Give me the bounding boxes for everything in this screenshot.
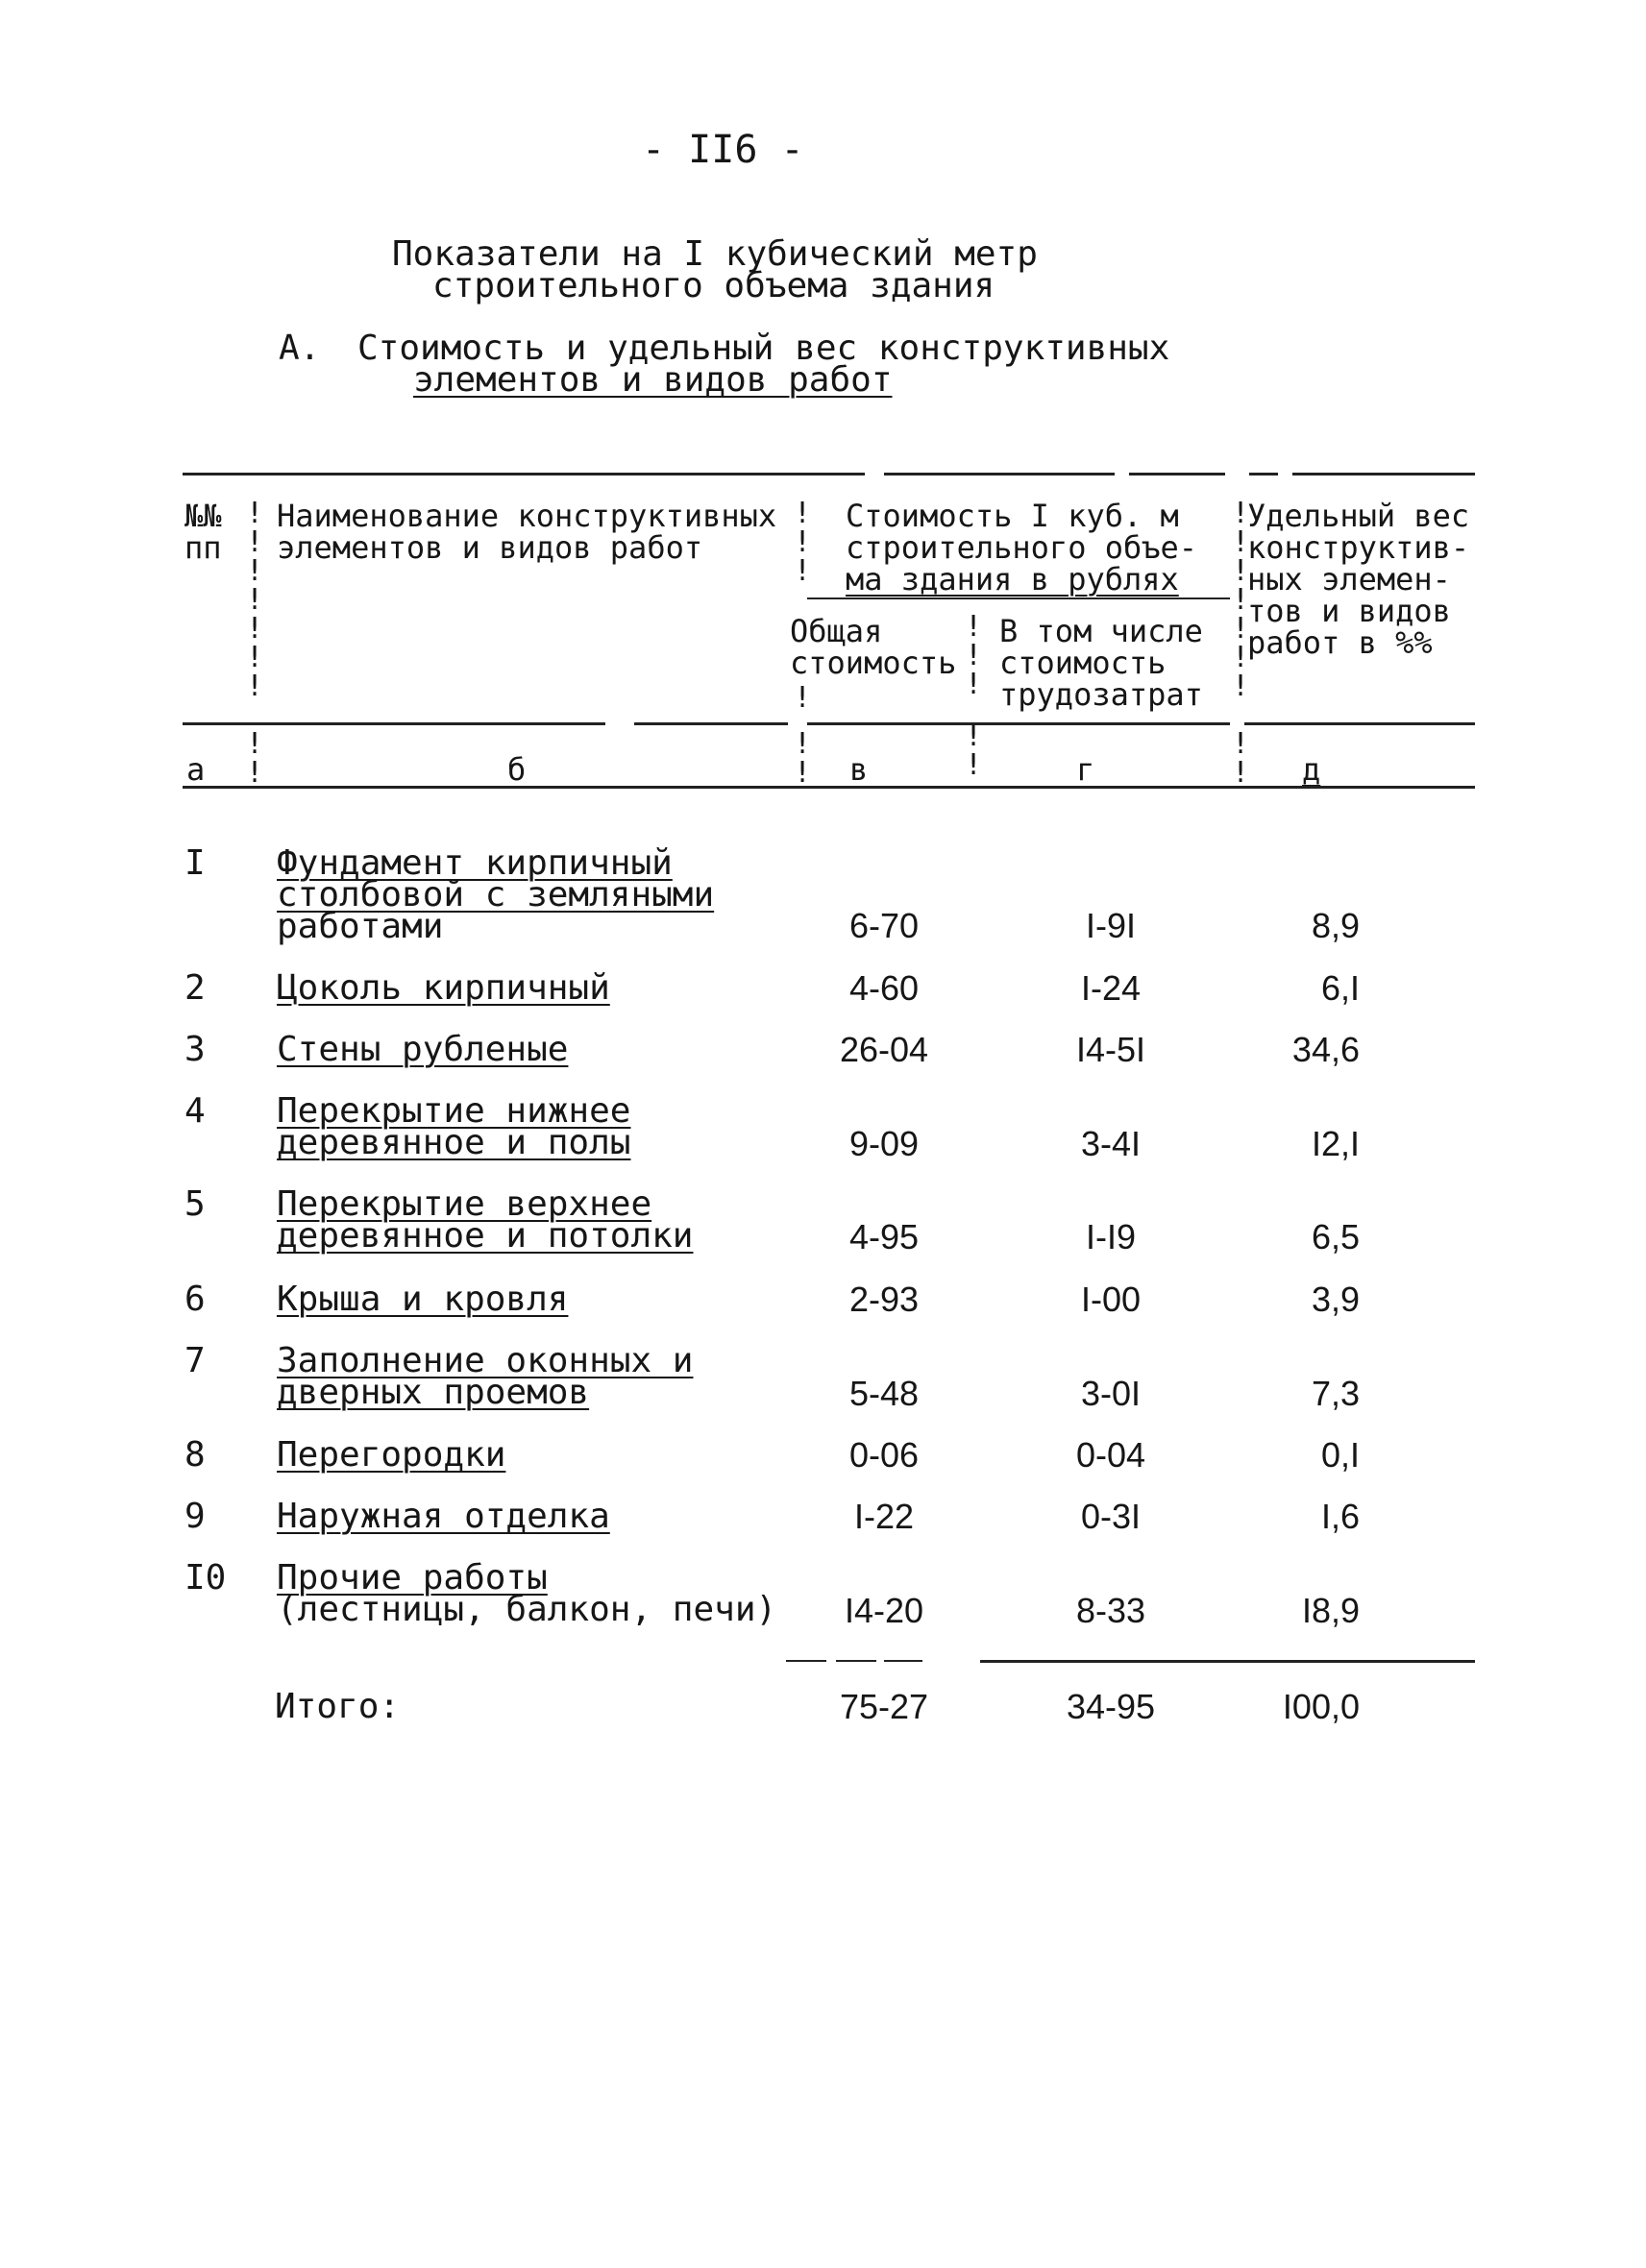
row-8-no: 8 xyxy=(184,1435,206,1475)
row-6-share: 3,9 xyxy=(1311,1280,1360,1319)
row-9-share: I,6 xyxy=(1320,1497,1360,1536)
header-share-line-2: конструктив- xyxy=(1247,529,1470,566)
column-letter-g: г xyxy=(1076,751,1095,788)
column-letter-v: в xyxy=(849,751,869,788)
column-letter-d: д xyxy=(1302,751,1321,788)
header-share-line-5: работ в %% xyxy=(1247,624,1433,661)
row-5-no: 5 xyxy=(184,1184,206,1224)
totals-labor: 34-95 xyxy=(1066,1687,1156,1726)
row-10-labor: 8-33 xyxy=(1075,1591,1146,1630)
row-9-name-line-1: Наружная отделка xyxy=(277,1497,610,1536)
header-no-line-2: пп xyxy=(184,529,222,566)
header-name-line-1: Наименование конструктивных xyxy=(277,498,777,534)
row-10-no: I0 xyxy=(184,1558,227,1597)
row-5-labor: I-I9 xyxy=(1085,1217,1136,1256)
row-1-name-line-3: работами xyxy=(277,907,444,946)
column-letter-a: а xyxy=(186,751,206,788)
row-2-total: 4-60 xyxy=(848,968,920,1008)
page-number: - II6 - xyxy=(642,128,804,172)
column-separator: ! ! ! xyxy=(794,497,812,588)
row-4-name-line-1: Перекрытие нижнее xyxy=(277,1091,631,1131)
header-cost-group-rule xyxy=(807,597,1230,599)
title-line-2: строительного объема здания xyxy=(432,266,995,305)
column-separator: ! ! xyxy=(1232,727,1250,790)
title-line-1: Показатели на I кубический метр xyxy=(392,234,1038,274)
row-8-share: 0,I xyxy=(1320,1435,1360,1475)
row-8-name-line-1: Перегородки xyxy=(277,1435,506,1475)
totals-rule xyxy=(836,1660,876,1662)
row-7-total: 5-48 xyxy=(848,1374,920,1413)
column-letters-rule xyxy=(183,786,1475,789)
column-separator: ! ! ! xyxy=(965,610,983,701)
header-share-line-3: ных элемен- xyxy=(1247,561,1451,597)
section-prefix: А. xyxy=(279,329,321,368)
row-6-total: 2-93 xyxy=(848,1280,920,1319)
row-3-labor: I4-5I xyxy=(1075,1030,1146,1069)
header-total-line-2: стоимость xyxy=(790,645,957,681)
row-3-no: 3 xyxy=(184,1030,206,1069)
row-4-no: 4 xyxy=(184,1091,206,1131)
column-separator: ! ! ! ! ! ! ! xyxy=(246,497,264,703)
row-8-total: 0-06 xyxy=(848,1435,920,1475)
totals-share: I00,0 xyxy=(1282,1687,1360,1726)
table-top-rule xyxy=(884,473,1115,476)
row-4-name-line-2: деревянное и полы xyxy=(277,1123,631,1162)
header-bottom-rule xyxy=(183,722,605,725)
row-1-no: I xyxy=(184,843,206,883)
table-top-rule xyxy=(1292,473,1475,476)
row-1-share: 8,9 xyxy=(1311,906,1360,945)
row-10-total: I4-20 xyxy=(844,1591,924,1630)
section-title-line-2: элементов и видов работ xyxy=(413,360,893,400)
header-share-line-1: Удельный вес xyxy=(1247,498,1470,534)
row-4-share: I2,I xyxy=(1311,1124,1360,1163)
row-9-total: I-22 xyxy=(853,1497,915,1536)
header-cost-line-1: Стоимость I куб. м xyxy=(846,498,1179,534)
header-labor-line-2: стоимость xyxy=(999,645,1167,681)
row-10-name-line-1: Прочие работы xyxy=(277,1558,548,1597)
row-8-labor: 0-04 xyxy=(1075,1435,1146,1475)
header-bottom-rule xyxy=(1244,722,1475,725)
row-3-name-line-1: Стены рубленые xyxy=(277,1030,569,1069)
row-6-labor: I-00 xyxy=(1080,1280,1142,1319)
row-4-labor: 3-4I xyxy=(1080,1124,1142,1163)
row-5-total: 4-95 xyxy=(848,1217,920,1256)
row-9-no: 9 xyxy=(184,1497,206,1536)
row-1-labor: I-9I xyxy=(1085,906,1136,945)
row-10-name-line-2: (лестницы, балкон, печи) xyxy=(277,1590,777,1629)
table-top-rule xyxy=(1249,473,1278,476)
row-7-labor: 3-0I xyxy=(1080,1374,1142,1413)
row-2-name-line-1: Цоколь кирпичный xyxy=(277,968,610,1008)
table-top-rule xyxy=(183,473,865,476)
row-7-name-line-2: дверных проемов xyxy=(277,1373,590,1412)
row-4-total: 9-09 xyxy=(848,1124,920,1163)
totals-rule xyxy=(786,1660,826,1662)
totals-rule xyxy=(980,1660,1475,1663)
row-2-no: 2 xyxy=(184,968,206,1008)
row-6-no: 6 xyxy=(184,1280,206,1319)
header-share-line-4: тов и видов xyxy=(1247,593,1451,629)
header-cost-line-2: строительного объе- xyxy=(846,529,1198,566)
header-total-line-1: Общая xyxy=(790,613,883,649)
table-top-rule xyxy=(1129,473,1225,476)
row-2-share: 6,I xyxy=(1320,968,1360,1008)
row-7-name-line-1: Заполнение оконных и xyxy=(277,1341,694,1380)
header-no-line-1: №№ xyxy=(184,498,222,534)
row-7-share: 7,3 xyxy=(1311,1374,1360,1413)
column-separator: ! ! xyxy=(794,727,812,790)
totals-total: 75-27 xyxy=(839,1687,929,1726)
header-cost-line-3: ма здания в рублях xyxy=(846,561,1179,597)
totals-rule xyxy=(884,1660,922,1662)
row-7-no: 7 xyxy=(184,1341,206,1380)
row-5-name-line-1: Перекрытие верхнее xyxy=(277,1184,652,1224)
column-separator: ! ! ! ! ! ! ! xyxy=(1232,497,1250,703)
row-3-share: 34,6 xyxy=(1291,1030,1360,1069)
row-1-name-line-2: столбовой с земляными xyxy=(277,875,715,915)
header-name-line-2: элементов и видов работ xyxy=(277,529,703,566)
header-labor-line-1: В том числе xyxy=(999,613,1203,649)
totals-label: Итого: xyxy=(275,1687,401,1726)
column-letter-b: б xyxy=(507,751,527,788)
header-bottom-rule xyxy=(634,722,788,725)
column-separator: ! ! xyxy=(246,727,264,790)
row-1-total: 6-70 xyxy=(848,906,920,945)
row-5-name-line-2: деревянное и потолки xyxy=(277,1216,694,1256)
row-6-name-line-1: Крыша и кровля xyxy=(277,1280,569,1319)
section-title-line-1: Стоимость и удельный вес конструктивных xyxy=(357,329,1170,368)
column-separator: ! ! xyxy=(965,719,983,782)
header-labor-line-3: трудозатрат xyxy=(999,676,1203,713)
row-5-share: 6,5 xyxy=(1311,1217,1360,1256)
column-separator: ! xyxy=(794,681,812,715)
row-10-share: I8,9 xyxy=(1301,1591,1360,1630)
row-9-labor: 0-3I xyxy=(1080,1497,1142,1536)
row-3-total: 26-04 xyxy=(839,1030,929,1069)
row-1-name-line-1: Фундамент кирпичный xyxy=(277,843,673,883)
header-bottom-rule xyxy=(807,722,1230,725)
row-2-labor: I-24 xyxy=(1080,968,1142,1008)
